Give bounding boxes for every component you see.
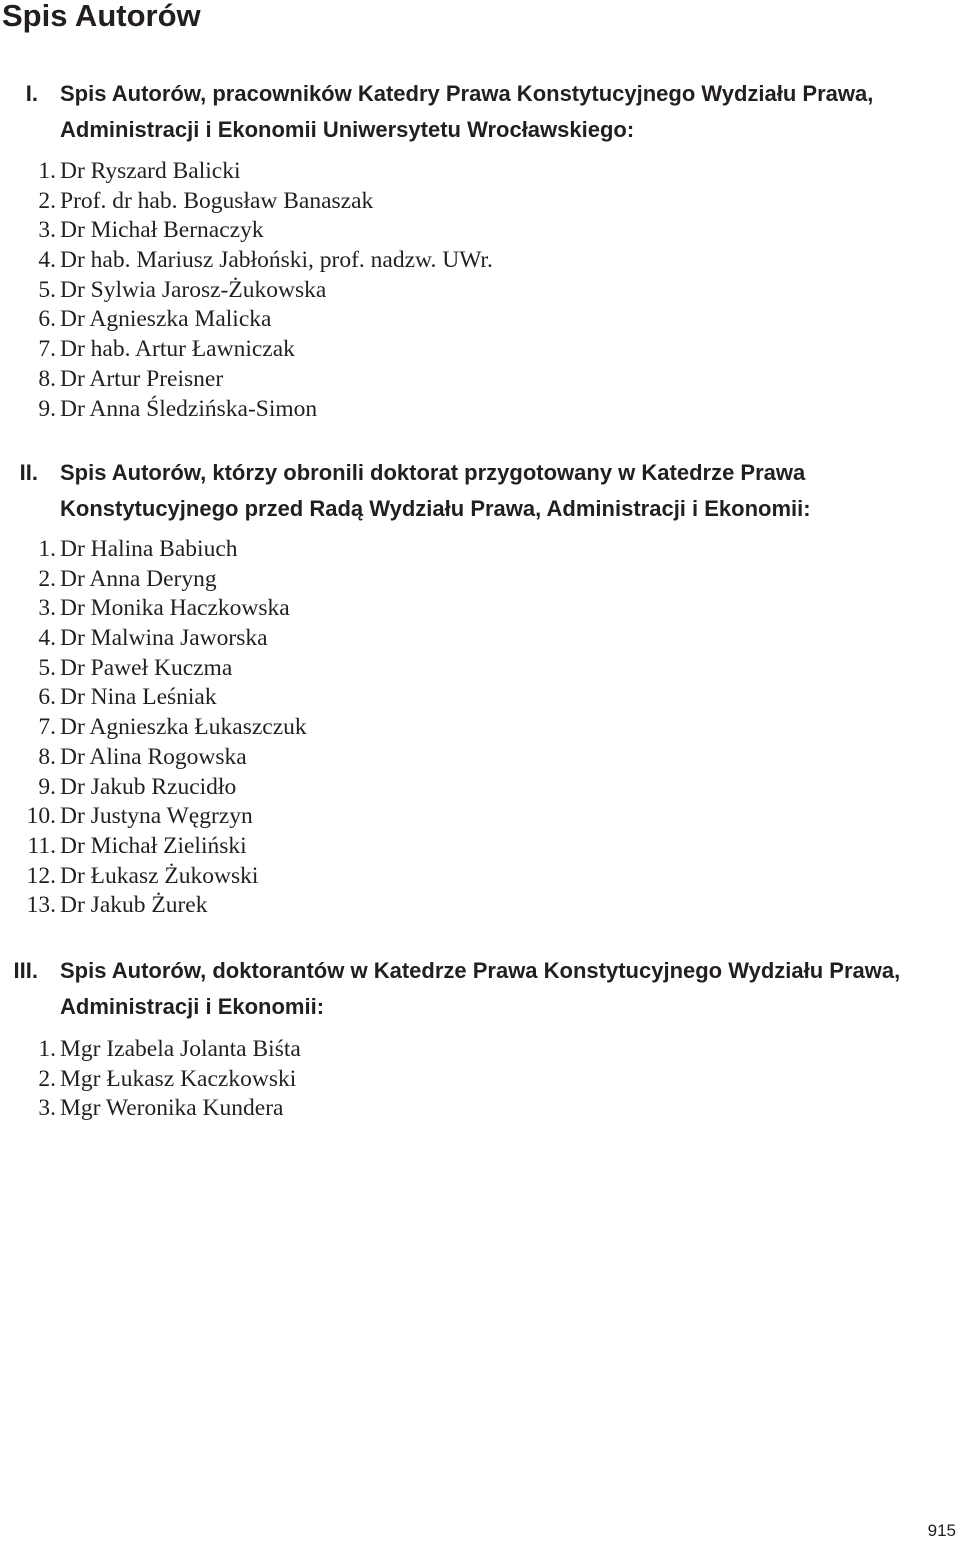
section-heading: [0, 76, 940, 148]
section-heading-text: Spis Autorów, doktorantów w Katedrze Prawa Konstytucyjnego Wydziału Prawa, Administracji i Ekonomii:: [60, 958, 901, 1019]
list-item: [0, 1094, 960, 1124]
list-item: [0, 305, 960, 335]
list-item: [0, 187, 960, 217]
section-number: II.: [19, 460, 38, 485]
author-name: Dr Agnieszka Łukaszczuk: [60, 714, 307, 741]
list-item: [0, 683, 960, 713]
item-number: 2.: [38, 1065, 56, 1092]
author-name: Dr Sylwia Jarosz-Żukowska: [60, 276, 327, 303]
item-number: 8.: [38, 365, 56, 392]
list-item: [0, 802, 960, 832]
section-number: III.: [13, 958, 38, 983]
author-name: Dr Monika Haczkowska: [60, 595, 290, 622]
author-name: Dr Łukasz Żukowski: [60, 862, 259, 889]
section-doctoral-graduates: [0, 455, 960, 921]
item-number: 3.: [38, 595, 56, 622]
item-number: 3.: [38, 1095, 56, 1122]
list-item: [0, 395, 960, 425]
author-list: [0, 535, 960, 921]
item-number: 7.: [38, 336, 56, 363]
list-item: [0, 713, 960, 743]
page-number: 915: [927, 1521, 956, 1540]
author-name: Dr Agnieszka Malicka: [60, 306, 272, 333]
item-number: 8.: [38, 743, 56, 770]
author-name: Dr Artur Preisner: [60, 365, 224, 392]
author-name: Dr Malwina Jaworska: [60, 625, 268, 652]
item-number: 10.: [26, 803, 56, 830]
list-item: [0, 565, 960, 595]
section-heading: [0, 455, 940, 527]
list-item: [0, 862, 960, 892]
author-name: Dr Michał Zieliński: [60, 832, 247, 859]
item-number: 13.: [26, 892, 56, 919]
author-name: Dr Jakub Rzucidło: [60, 773, 237, 800]
list-item: [0, 335, 960, 365]
author-name: Dr hab. Artur Ławniczak: [60, 336, 295, 363]
list-item: [0, 276, 960, 306]
section-heading: [0, 953, 940, 1025]
author-name: Dr Nina Leśniak: [60, 684, 217, 711]
author-name: Dr Paweł Kuczma: [60, 654, 233, 681]
list-item: [0, 1065, 960, 1095]
author-name: Dr Ryszard Balicki: [60, 158, 241, 184]
page-title: Spis Autorów: [2, 0, 201, 33]
section-number: I.: [25, 81, 38, 106]
section-heading-text: Spis Autorów, pracowników Katedry Prawa Konstytucyjnego Wydziału Prawa, Administracji i Ekonomii Uniwersytetu Wrocławskiego:: [60, 81, 874, 142]
list-item: [0, 594, 960, 624]
item-number: 3.: [38, 217, 56, 244]
list-item: [0, 535, 960, 565]
author-list: [0, 157, 960, 424]
item-number: 9.: [38, 395, 56, 422]
item-number: 6.: [38, 684, 56, 711]
list-item: [0, 216, 960, 246]
section-staff-authors: [0, 76, 960, 424]
item-number: 12.: [26, 862, 56, 889]
item-number: 1.: [38, 158, 56, 184]
section-doctoral-students: [0, 953, 960, 1124]
item-number: 5.: [38, 276, 56, 303]
list-item: [0, 157, 960, 187]
author-name: Dr Justyna Węgrzyn: [60, 803, 253, 830]
author-name: Dr hab. Mariusz Jabłoński, prof. nadzw. UWr.: [60, 247, 493, 274]
item-number: 6.: [38, 306, 56, 333]
author-name: Dr Alina Rogowska: [60, 743, 247, 770]
item-number: 2.: [38, 565, 56, 592]
author-name: Prof. dr hab. Bogusław Banaszak: [60, 187, 374, 214]
author-name: Dr Michał Bernaczyk: [60, 217, 264, 244]
author-name: Dr Halina Babiuch: [60, 536, 238, 562]
author-list: [0, 1035, 960, 1124]
item-number: 4.: [38, 247, 56, 274]
item-number: 1.: [38, 536, 56, 562]
item-number: 7.: [38, 714, 56, 741]
item-number: 5.: [38, 654, 56, 681]
list-item: [0, 246, 960, 276]
list-item: [0, 891, 960, 921]
list-item: [0, 773, 960, 803]
author-name: Dr Anna Śledzińska-Simon: [60, 395, 318, 422]
list-item: [0, 365, 960, 395]
list-item: [0, 624, 960, 654]
item-number: 2.: [38, 187, 56, 214]
author-name: Dr Jakub Żurek: [60, 892, 208, 919]
item-number: 4.: [38, 625, 56, 652]
list-item: [0, 743, 960, 773]
list-item: [0, 1035, 960, 1065]
list-item: [0, 832, 960, 862]
item-number: 11.: [27, 832, 56, 859]
author-name: Mgr Łukasz Kaczkowski: [60, 1065, 297, 1092]
author-name: Mgr Izabela Jolanta Biśta: [60, 1036, 301, 1062]
section-heading-text: Spis Autorów, którzy obronili doktorat przygotowany w Katedrze Prawa Konstytucyjnego przed Radą Wydziału Prawa, Administracji i Ekonomii:: [60, 460, 811, 521]
list-item: [0, 654, 960, 684]
item-number: 1.: [38, 1036, 56, 1062]
author-name: Dr Anna Deryng: [60, 565, 217, 592]
item-number: 9.: [38, 773, 56, 800]
author-name: Mgr Weronika Kundera: [60, 1095, 284, 1122]
